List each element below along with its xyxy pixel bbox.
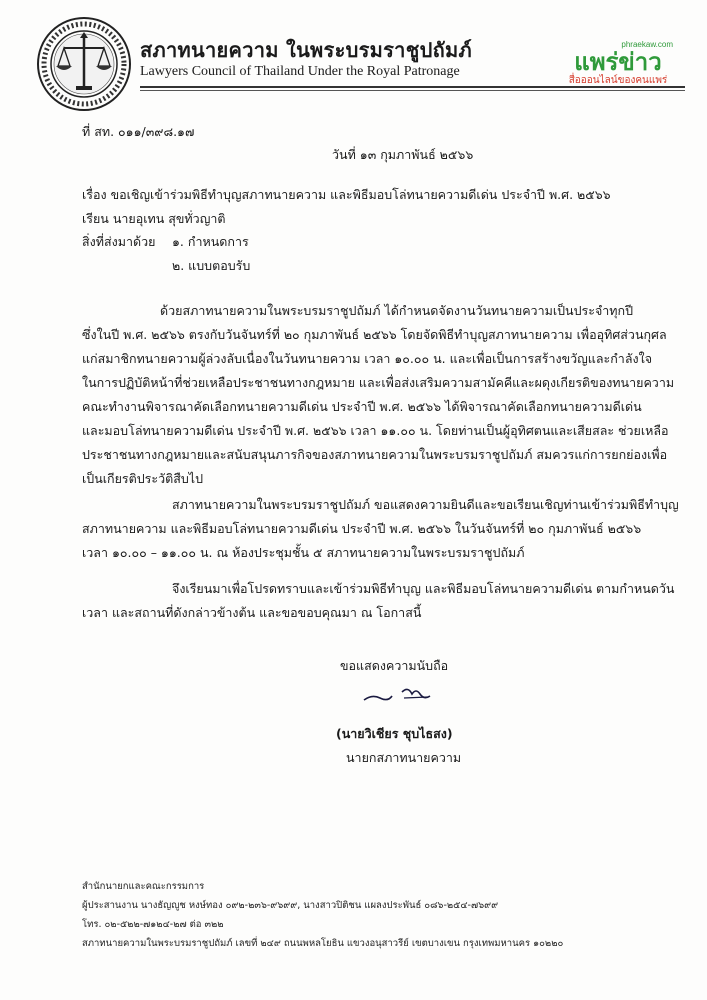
header-rule-thin bbox=[140, 90, 685, 91]
signer-name: (นายวิเชียร ชุบไธสง) bbox=[336, 726, 453, 741]
footer-address: สภาทนายความในพระบรมราชูปถัมภ์ เลขที่ ๒๔๙ ถนนพหลโยธิน แขวงอนุสาวรีย์ เขตบางเขน กรุงเทพมหานคร ๑๐๒๒๐ bbox=[82, 938, 564, 949]
enclosure-item-2: ๒. แบบตอบรับ bbox=[172, 258, 251, 273]
paragraph-1-line: ในการปฏิบัติหน้าที่ช่วยเหลือประชาชนทางกฎหมาย และเพื่อส่งเสริมความสามัคคีและผดุงเกียรติของทนายความ bbox=[82, 375, 675, 390]
phraekaw-watermark bbox=[543, 40, 693, 88]
enclosure-item-1: ๑. กำหนดการ bbox=[172, 234, 249, 249]
paragraph-1-line: ด้วยสภาทนายความในพระบรมราชูปถัมภ์ ได้กำหนดจัดงานวันทนายความเป็นประจำทุกปี bbox=[160, 303, 634, 318]
paragraph-2-line: สภาทนายความในพระบรมราชูปถัมภ์ ขอแสดงความยินดีและขอเรียนเชิญท่านเข้าร่วมพิธีทำบุญ bbox=[172, 497, 679, 512]
paragraph-1-line: เป็นเกียรติประวัติสืบไป bbox=[82, 471, 204, 486]
handwritten-signature-icon bbox=[358, 682, 438, 712]
org-name-english: Lawyers Council of Thailand Under the Royal Patronage bbox=[140, 64, 460, 79]
paragraph-1-line: ประชาชนทางกฎหมายและสนับสนุนภารกิจของสภาทนายความในพระบรมราชูปถัมภ์ สมควรแก่การยกย่องเพื่อ bbox=[82, 447, 668, 462]
paragraph-2-line: เวลา ๑๐.๐๐ – ๑๑.๐๐ น. ณ ห้องประชุมชั้น ๕ สภาทนายความในพระบรมราชูปถัมภ์ bbox=[82, 545, 525, 560]
watermark-brand: แพร่ข่าว bbox=[574, 48, 662, 76]
paragraph-1-line: และมอบโล่ทนายความดีเด่น ประจำปี พ.ศ. ๒๕๖๖ เวลา ๑๑.๐๐ น. โดยท่านเป็นผู้อุทิศตนและเสียสละ ช่วยเหลือ bbox=[82, 423, 669, 438]
paragraph-1-line: ซึ่งในปี พ.ศ. ๒๕๖๖ ตรงกับวันจันทร์ที่ ๒๐ กุมภาพันธ์ ๒๕๖๖ โดยจัดพิธีทำบุญสภาทนายความ เพื่ออุทิศส่วนกุศล bbox=[82, 327, 667, 342]
signer-title: นายกสภาทนายความ bbox=[346, 750, 462, 765]
footer-coordinator: ผู้ประสานงาน นางธัญญูช หงษ์ทอง ๐๙๒-๒๓๖-๙๖๙๙, นางสาวปิติชน แผลงประพันธ์ ๐๘๖-๒๕๔-๗๖๙๙ bbox=[82, 900, 499, 911]
paragraph-1-line: แก่สมาชิกทนายความผู้ล่วงลับเนื่องในวันทนายความ เวลา ๑๐.๐๐ น. และเพื่อเป็นการสร้างขวัญและกำลังใจ bbox=[82, 351, 653, 366]
reference-number: ที่ สท. ๐๑๑/๓๙๘.๑๗ bbox=[82, 124, 195, 139]
org-name-thai: สภาทนายความ ในพระบรมราชูปถัมภ์ bbox=[140, 38, 472, 62]
letter-recipient: เรียน นายอุเทน สุขทั่วญาติ bbox=[82, 211, 226, 226]
footer-office: สำนักนายกและคณะกรรมการ bbox=[82, 881, 205, 892]
paragraph-3-line: จึงเรียนมาเพื่อโปรดทราบและเข้าร่วมพิธีทำบุญ และพิธีมอบโล่ทนายความดีเด่น ตามกำหนดวัน bbox=[172, 581, 675, 596]
watermark-url: phraekaw.com bbox=[621, 40, 673, 49]
paragraph-1-line: คณะทำงานพิจารณาคัดเลือกทนายความดีเด่น ประจำปี พ.ศ. ๒๕๖๖ ได้พิจารณาคัดเลือกทนายความดีเด่น bbox=[82, 399, 642, 414]
letter-date: วันที่ ๑๓ กุมภาพันธ์ ๒๕๖๖ bbox=[332, 147, 474, 162]
letter-subject: เรื่อง ขอเชิญเข้าร่วมพิธีทำบุญสภาทนายความ และพิธีมอบโล่ทนายความดีเด่น ประจำปี พ.ศ. ๒๕๖๖ bbox=[82, 187, 611, 202]
closing-phrase: ขอแสดงความนับถือ bbox=[340, 658, 449, 673]
paragraph-2-line: สภาทนายความ และพิธีมอบโล่ทนายความดีเด่น ประจำปี พ.ศ. ๒๕๖๖ ในวันจันทร์ที่ ๒๐ กุมภาพันธ์ ๒๕๖๖ bbox=[82, 521, 642, 536]
watermark-tagline: สื่อออนไลน์ของคนแพร่ bbox=[568, 75, 668, 86]
footer-phone: โทร. ๐๒-๕๒๒-๗๑๒๔-๒๗ ต่อ ๓๒๒ bbox=[82, 919, 224, 930]
paragraph-3-line: เวลา และสถานที่ดังกล่าวข้างต้น และขอขอบคุณมา ณ โอกาสนี้ bbox=[82, 605, 422, 620]
enclosure-label: สิ่งที่ส่งมาด้วย bbox=[82, 234, 156, 249]
lawyers-council-seal-icon bbox=[36, 16, 132, 112]
